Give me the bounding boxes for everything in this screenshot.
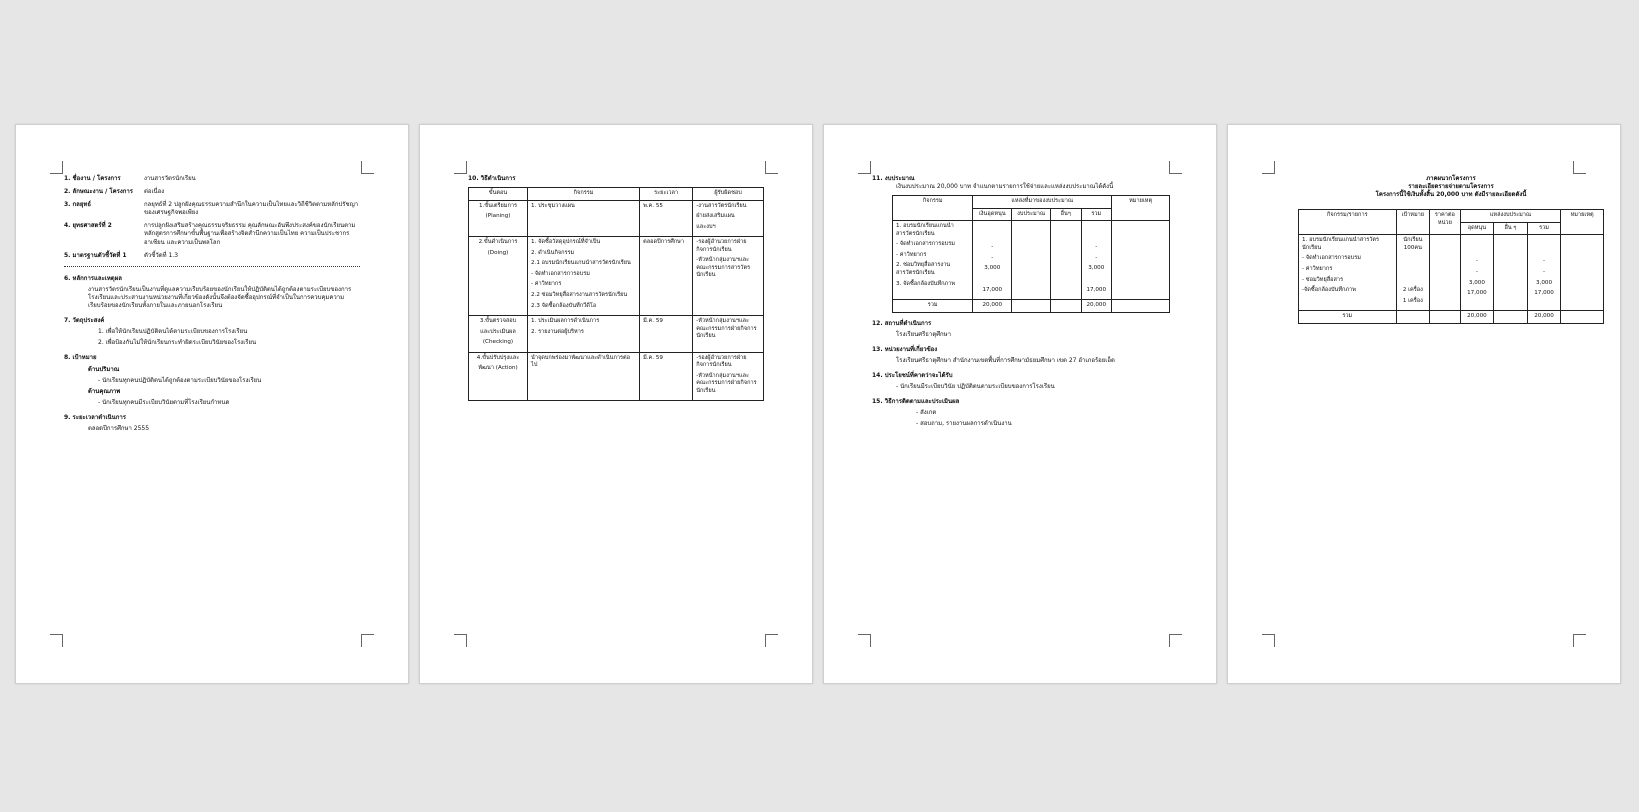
cell-text: 3,000 [1088, 265, 1105, 272]
crop-mark [454, 161, 467, 174]
cell-text: - [1542, 258, 1546, 265]
section-title: 9. ระยะเวลาดำเนินการ [64, 413, 126, 421]
crop-mark [858, 634, 871, 647]
cell-text: 2 เครื่อง [1402, 287, 1423, 294]
crop-mark [1262, 161, 1275, 174]
cell-spacer [1464, 248, 1491, 256]
row-value: ตัวชี้วัดที่ 1.3 [144, 251, 179, 259]
cell-text: 2.1 อบรมนักเรียนแกนนำสารวัตรนักเรียน [531, 260, 631, 267]
document-page-2 [419, 124, 813, 684]
cell-text: 3,000 [984, 265, 1001, 272]
cell-text: และประเมินผล [480, 328, 516, 335]
page-4-content [1298, 175, 1604, 324]
list-item: - สอบถาม, รายงานผลการดำเนินงาน [916, 420, 1012, 428]
column-header: กิจกรรม [893, 196, 973, 221]
cell-text: 2.2 ซ่อมวิทยุสื่อสารงานสารวัตรนักเรียน [531, 292, 628, 299]
section-title: 12. สถานที่ดำเนินการ [872, 319, 932, 327]
section-title: 7. วัตถุประสงค์ [64, 317, 105, 325]
cell-text: พัฒนา (Action) [478, 365, 518, 372]
section-text: งานสารวัตรนักเรียนเป็นงานที่ดูแลความเรียบร้อยของนักเรียนให้ปฏิบัติตนได้ถูกต้องตามระเบียบของการโรงเรียนและประสานงานหน่วยงานที่เกี่ยวข้องดังนั้นจึงต้องจัดซื้ออุปกรณ์ที่จำเป็นในการควบคุมความเรียบร้อยของนักเรียนทั้งภายในและภายนอกโรงเรียน [88, 285, 352, 310]
crop-mark [1169, 161, 1182, 174]
procedure-table [468, 187, 764, 401]
time-cell: มี.ค. 59 [640, 316, 693, 353]
section-title: 8. เป้าหมาย [64, 354, 97, 362]
cell-text: - ค่าวิทยากร [1302, 266, 1333, 273]
section-title: 15. วิธีการติดตามและประเมินผล [872, 398, 960, 406]
cell-text: 3.ขั้นตรวจสอบ [479, 318, 517, 325]
activity-cell [528, 316, 640, 353]
step-cell [469, 237, 528, 316]
total-other [1051, 300, 1081, 313]
column-header: หมายเหตุ [1111, 196, 1169, 221]
section-text: - นักเรียนมีระเบียบวินัย ปฏิบัติตนตามระเบียบของการโรงเรียน [896, 383, 1055, 391]
total-other [1494, 311, 1528, 324]
cell-text: -จัดซื้อกล้องบันทึกภาพ [1302, 287, 1356, 294]
column-header: ขั้นตอน [469, 188, 528, 201]
activity-cell [528, 237, 640, 316]
cell-text: - ซ่อมวิทยุสื่อสาร [1302, 276, 1344, 283]
cell-text: - [1475, 258, 1478, 265]
total-label: รวม [1299, 311, 1397, 324]
column-header: แหล่งงบประมาณ [1460, 210, 1561, 223]
cell-text: - [1542, 269, 1546, 276]
cell-text: 1.ขั้นเตรียมการ [478, 202, 518, 209]
page-1-content [64, 175, 360, 436]
section-title: 10. วิธีดำเนินการ [468, 175, 516, 182]
table-header-row [469, 188, 764, 201]
cell-text: และงบฯ [696, 223, 716, 230]
cell-text: 3,000 [1468, 279, 1485, 286]
list-item: - สังเกต [916, 409, 937, 417]
total-label: รวม [893, 300, 973, 313]
appendix-summary: โครงการนี้ใช้เงินทั้งสิ้น 20,000 บาท ดังมีรายละเอียดดังนี้ [1375, 191, 1527, 199]
row-label: 5. มาตรฐานตัวชี้วัดที่ 1 [64, 251, 127, 259]
other-cell [1051, 221, 1081, 300]
cell-spacer [1531, 237, 1558, 245]
list-item: 1. เพื่อให้นักเรียนปฏิบัติตนได้ตามระเบียบของการโรงเรียน [98, 328, 248, 336]
info-row [64, 252, 360, 260]
crop-mark [765, 634, 778, 647]
info-row [64, 201, 360, 217]
cell-text [976, 223, 1008, 231]
total-note [1111, 300, 1169, 313]
table-header-row [893, 196, 1170, 209]
cell-text: - [991, 244, 994, 251]
cell-text: - [1475, 269, 1478, 276]
cell-spacer [1400, 255, 1427, 263]
activity-cell [528, 352, 640, 401]
cell-text: นักเรียน 100คน [1403, 237, 1423, 251]
table-header-row [1299, 210, 1604, 223]
cell-text: 2. ซ่อมวิทยุสื่อสารงานสารวัตรนักเรียน [896, 262, 951, 277]
appendix-subtitle: รายละเอียดรายจ่ายตามโครงการ [1408, 183, 1494, 191]
cell-text: 1 เครื่อง [1402, 297, 1423, 304]
note-cell [1561, 235, 1604, 311]
cell-text: -รองผู้อำนวยการฝ่ายกิจการนักเรียน [696, 239, 747, 253]
total-target [1396, 311, 1430, 324]
dotted-divider [64, 265, 360, 267]
table-row [469, 200, 764, 237]
other-cell [1494, 235, 1528, 311]
cell-spacer [1400, 277, 1427, 285]
cell-text: -หัวหน้ากลุ่มงานฯและคณะกรรมการฝ่ายกิจการนักเรียน [696, 372, 757, 394]
list-item: 2. เพื่อป้องกันไม่ให้นักเรียนกระทำผิดระเบียบวินัยของโรงเรียน [98, 339, 257, 347]
table-row [469, 237, 764, 316]
subsidy-cell [1460, 235, 1494, 311]
time-cell: พ.ค. 55 [640, 200, 693, 237]
section-text: โรงเรียนศรีธาตุศึกษา [896, 330, 951, 338]
step-cell [469, 352, 528, 401]
grand-total: 20,000 [1081, 300, 1111, 313]
column-header: รวม [1081, 208, 1111, 221]
cell-text: 17,000 [1086, 286, 1107, 293]
column-header: กิจกรรม/รายการ [1299, 210, 1397, 235]
responsible-cell [693, 316, 764, 353]
cell-text: 3. จัดซื้อกล้องบันทึกภาพ [896, 280, 956, 287]
crop-mark [50, 161, 63, 174]
cell-spacer [976, 234, 1008, 242]
cell-text: 1. อบรมนักเรียนแกนนำสารวัตรนักเรียน [896, 223, 954, 237]
cell-text: - ค่าวิทยากร [531, 281, 562, 288]
cell-text: นำจุดบกพร่องมาพัฒนาและดำเนินการต่อไป [531, 354, 631, 369]
total-subsidy: 20,000 [1460, 311, 1494, 324]
total-budget [1012, 300, 1051, 313]
cell-spacer [1085, 234, 1108, 242]
document-page-1 [15, 124, 409, 684]
document-page-3 [823, 124, 1217, 684]
cell-text: - จัดทำเอกสารการอบรม [1302, 255, 1361, 262]
column-header: งบประมาณ [1012, 208, 1051, 221]
budget-cell [1012, 221, 1051, 300]
info-row [64, 222, 360, 246]
cell-text: 3,000 [1536, 279, 1553, 286]
cell-text: (Planing) [485, 213, 511, 220]
list-item: - นักเรียนทุกคนมีระเบียบวินัยตามที่โรงเรียนกำหนด [98, 398, 230, 406]
row-value: การปลูกฝังเสริมสร้างคุณธรรมจริยธรรม คุณลักษณะอันพึงประสงค์ของนักเรียนตามหลักสูตรการศึกษาขั้นพื้นฐานเพื่อสร้างจิตสำนึกความเป็นไทย ความเป็นประชากรอาเซียน และความเป็นพลโลก [144, 222, 356, 246]
cell-text: 2.ขั้นดำเนินการ [478, 239, 518, 246]
crop-mark [50, 634, 63, 647]
crop-mark [1573, 161, 1586, 174]
section-text: โรงเรียนศรีธาตุศึกษา สำนักงานเขตพื้นที่การศึกษามัธยมศึกษา เขต 27 อำเภอร้อยเอ็ด [896, 356, 1115, 364]
crop-mark [361, 161, 374, 174]
unit-price-cell [1430, 235, 1461, 311]
cell-text: - [1095, 244, 1098, 251]
activity-list-cell [893, 221, 973, 300]
cell-text: - จัดทำเอกสารการอบรม [896, 241, 955, 248]
responsible-cell [693, 237, 764, 316]
row-label: 3. กลยุทธ์ [64, 201, 91, 209]
document-page-4 [1227, 124, 1621, 684]
list-item: - นักเรียนทุกคนปฏิบัติตนได้ถูกต้องตามระเบียบวินัยของโรงเรียน [98, 376, 262, 384]
crop-mark [1169, 634, 1182, 647]
cell-text: 1. ประเมินผลการดำเนินการ [531, 318, 600, 325]
column-header: อื่น ๆ [1494, 222, 1528, 235]
cell-spacer [1531, 248, 1558, 256]
table-row [469, 316, 764, 353]
activity-list-cell [1299, 235, 1397, 311]
cell-text: (Checking) [482, 339, 514, 346]
activity-cell [528, 200, 640, 237]
cell-text: 2. รายงานต่อผู้บริหาร [531, 328, 584, 335]
table-total-row [893, 300, 1170, 313]
row-value[interactable]: กลยุทธ์ที่ 2 ปลูกฝังคุณธรรมความสำนึกในความเป็นไทยและวิถีชีวิตตามหลักปรัชญาของเศรษฐกิจพอเพียง [144, 201, 359, 217]
column-header: แหล่งที่มาของงบประมาณ [973, 196, 1112, 209]
subsection-title: ด้านคุณภาพ [88, 387, 121, 395]
cell-text: -หัวหน้ากลุ่มงานฯและคณะกรรมการฝ่ายกิจการนักเรียน [696, 318, 757, 340]
cell-spacer [976, 276, 1008, 284]
table-row [469, 352, 764, 401]
column-header: เป้าหมาย [1396, 210, 1430, 235]
note-cell [1111, 221, 1169, 300]
info-row [64, 188, 360, 196]
cell-text: - [991, 254, 994, 261]
page-3-content [872, 175, 1168, 432]
subsidy-cell [973, 221, 1012, 300]
step-cell [469, 200, 528, 237]
cell-text: 17,000 [1467, 290, 1487, 297]
column-header: ระยะเวลา [640, 188, 693, 201]
table-total-row [1299, 311, 1604, 324]
cell-spacer [1085, 223, 1108, 231]
cell-text: 2.3 จัดซื้อกล้องบันทึกวีดีโอ [531, 302, 597, 309]
cell-text: (Doing) [487, 249, 509, 256]
cell-text: 4.ขั้นปรับปรุงและ [476, 354, 520, 361]
row-label: 4. ยุทธศาสตร์ที่ 2 [64, 222, 112, 230]
section-title: 13. หน่วยงานที่เกี่ยวข้อง [872, 345, 938, 353]
page-2-content [468, 175, 764, 401]
responsible-cell [693, 352, 764, 401]
expense-table [1298, 209, 1604, 323]
cell-text: ฝ่ายส่งเสริมแผน [696, 213, 735, 220]
total-cell [1527, 235, 1561, 311]
cell-text: - ค่าวิทยากร [896, 251, 927, 258]
section-title: 14. ประโยชน์ที่คาดว่าจะได้รับ [872, 372, 953, 380]
grand-total: 20,000 [1527, 311, 1561, 324]
cell-text: 1. อบรมนักเรียนแกนนำสารวัตรนักเรียน [1302, 237, 1380, 251]
column-header: อุดหนุน [1460, 222, 1494, 235]
cell-text: - จัดทำเอกสารการอบรม [531, 270, 590, 277]
column-header: เงินอุดหนุน [973, 208, 1012, 221]
row-value: ต่อเนื่อง [144, 188, 165, 196]
crop-mark [1262, 634, 1275, 647]
cell-spacer [1085, 276, 1108, 284]
section-title: 6. หลักการและเหตุผล [64, 274, 122, 282]
appendix-title: ภาคผนวกโครงการ [1426, 175, 1476, 182]
cell-text: -งานสารวัตรนักเรียน [696, 202, 747, 209]
table-row [893, 221, 1170, 300]
table-row [1299, 235, 1604, 311]
responsible-cell [693, 200, 764, 237]
cell-text: 17,000 [1534, 290, 1554, 297]
time-cell: ตลอดปีการศึกษา [640, 237, 693, 316]
column-header: ราคาต่อหน่วย [1430, 210, 1461, 235]
cell-spacer [1464, 237, 1491, 245]
section-text: ตลอดปีการศึกษา 2555 [88, 424, 150, 432]
cell-spacer [1400, 266, 1427, 274]
column-header: กิจกรรม [528, 188, 640, 201]
row-label: 1. ชื่องาน / โครงการ [64, 175, 121, 182]
cell-text: 17,000 [982, 286, 1003, 293]
column-header: หมายเหตุ [1561, 210, 1604, 235]
crop-mark [1573, 634, 1586, 647]
total-subsidy: 20,000 [973, 300, 1012, 313]
time-cell: มี.ค. 59 [640, 352, 693, 401]
target-cell [1396, 235, 1430, 311]
subsection-title: ด้านปริมาณ [88, 365, 120, 373]
step-cell [469, 316, 528, 353]
crop-mark [361, 634, 374, 647]
total-unit [1430, 311, 1461, 324]
cell-text: -หัวหน้ากลุ่มงานฯและคณะกรรมการสารวัตรนักเรียน [696, 257, 751, 279]
info-row [64, 175, 360, 183]
cell-text: - [1095, 254, 1098, 261]
column-header: ผู้รับผิดชอบ [693, 188, 764, 201]
section-title: 11. งบประมาณ [872, 175, 915, 182]
budget-table [892, 195, 1170, 312]
column-header: อื่นๆ [1051, 208, 1081, 221]
crop-mark [858, 161, 871, 174]
section-text: เงินงบประมาณ 20,000 บาท จำแนกตามรายการใช้จ่ายและแหล่งงบประมาณได้ดังนี้ [896, 183, 1114, 191]
row-value: งานสารวัตรนักเรียน [144, 175, 196, 182]
crop-mark [765, 161, 778, 174]
cell-text: 2. ดำเนินกิจกรรม [531, 249, 575, 256]
column-header: รวม [1527, 222, 1561, 235]
total-cell [1081, 221, 1111, 300]
row-label: 2. ลักษณะงาน / โครงการ [64, 188, 133, 196]
cell-text: -รองผู้อำนวยการฝ่ายกิจการนักเรียน [696, 354, 747, 369]
crop-mark [454, 634, 467, 647]
cell-text: 1. จัดซื้อวัสดุอุปกรณ์ที่จำเป็น [531, 239, 601, 246]
cell-text: 1. ประชุมวางแผน [531, 202, 575, 209]
total-note [1561, 311, 1604, 324]
